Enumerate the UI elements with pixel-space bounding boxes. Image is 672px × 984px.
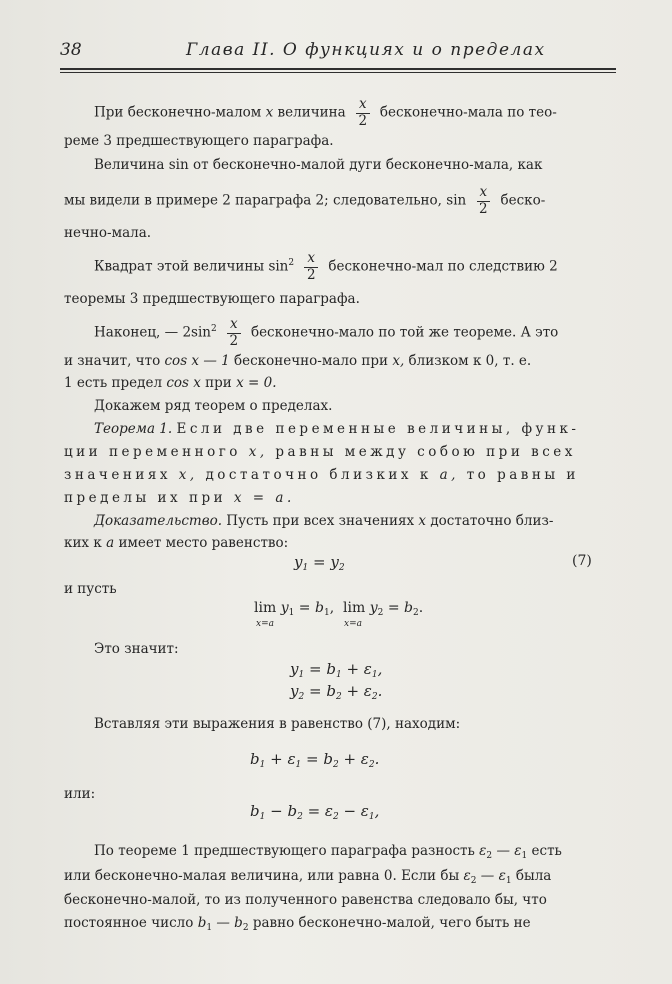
paragraph-line: реме 3 предшествующего параграфа. xyxy=(64,133,334,149)
theorem-line: пределы их при x = a. xyxy=(64,490,295,506)
theorem-label: Теорема 1. xyxy=(94,421,173,437)
limit-equations: $\lim y_1 = b_1$, $\lim y_2 = b_2$. xyxy=(254,600,424,618)
paragraph-line: или бесконечно-малая величина, или равна 0. Если бы $\varepsilon_2$ — $\varepsilon_1$ была xyxy=(64,868,552,886)
paragraph-line: Это значит: xyxy=(94,641,179,657)
theorem-line: значениях x, достаточно близких к a, то равны и xyxy=(64,467,579,483)
paragraph-line: По теореме 1 предшествующего параграфа разность $\varepsilon_2$ — $\varepsilon_1$ есть xyxy=(94,843,562,861)
equation-tag: (7) xyxy=(572,553,592,569)
paragraph-line: и пусть xyxy=(64,581,117,597)
theorem-line: Теорема 1. Если две переменные величины, функ- xyxy=(94,421,580,437)
paragraph-line: или: xyxy=(64,786,96,802)
paragraph-line: нечно-мала. xyxy=(64,225,152,241)
equation-line: $b_1 - b_2 = \varepsilon_2 - \varepsilon_1$, xyxy=(250,802,380,822)
fraction: $\frac{x}{2}$ xyxy=(477,186,491,216)
paragraph-line: При бесконечно-малом x величина $\frac{x}{2}$ бесконечно-мала по тео- xyxy=(94,96,557,129)
equation-7: $y_1 = y_2$ xyxy=(294,553,345,573)
header-rule-thin xyxy=(60,72,616,73)
paragraph-line: Докажем ряд теорем о пределах. xyxy=(94,398,333,414)
equation-line: $y_2 = b_2 + \varepsilon_2$. xyxy=(290,682,383,702)
equation-line: $y_1 = b_1 + \varepsilon_1$, xyxy=(290,660,383,680)
fraction: $\frac{x}{2}$ xyxy=(356,98,370,128)
paragraph-line: мы видели в примере 2 параграфа 2; следовательно, sin $\frac{x}{2}$ беско- xyxy=(64,184,546,217)
paragraph-line: 1 есть предел cos x при x = 0. xyxy=(64,375,277,391)
proof-line: ких к a имеет место равенство: xyxy=(64,535,289,551)
proof-label: Доказательство. xyxy=(94,513,222,529)
paragraph-line: Величина sin от бесконечно-малой дуги бесконечно-мала, как xyxy=(94,157,543,173)
page-number: 38 xyxy=(60,40,82,60)
fraction: $\frac{x}{2}$ xyxy=(227,318,241,348)
paragraph-line: Наконец, — $2\sin^2$ $\frac{x}{2}$ бесконечно-мало по той же теореме. А это xyxy=(94,316,559,349)
theorem-line: ции переменного x, равны между собою при всех xyxy=(64,444,576,460)
equation-line: $b_1 + \varepsilon_1 = b_2 + \varepsilon_2$. xyxy=(250,750,380,770)
limit-subscript: x=a xyxy=(256,619,274,629)
proof-line: Доказательство. Пусть при всех значениях x достаточно близ- xyxy=(94,513,554,529)
paragraph-line: бесконечно-малой, то из полученного равенства следовало бы, что xyxy=(64,892,547,908)
paragraph-line: Вставляя эти выражения в равенство (7), находим: xyxy=(94,716,461,732)
paragraph-line: и значит, что cos x — 1 бесконечно-мало при x, близком к 0, т. е. xyxy=(64,353,532,369)
fraction: $\frac{x}{2}$ xyxy=(304,252,318,282)
running-title: Глава II. О функциях и о пределах xyxy=(186,40,546,60)
header-rule xyxy=(60,68,616,70)
paragraph-line: постоянное число $b_1$ — $b_2$ равно бесконечно-малой, чего быть не xyxy=(64,915,531,933)
paragraph-line: Квадрат этой величины $\sin^2$ $\frac{x}{2}$ бесконечно-мал по следствию 2 xyxy=(94,250,558,283)
page-header xyxy=(60,40,620,64)
limit-subscript: x=a xyxy=(344,619,362,629)
paragraph-line: теоремы 3 предшествующего параграфа. xyxy=(64,291,360,307)
